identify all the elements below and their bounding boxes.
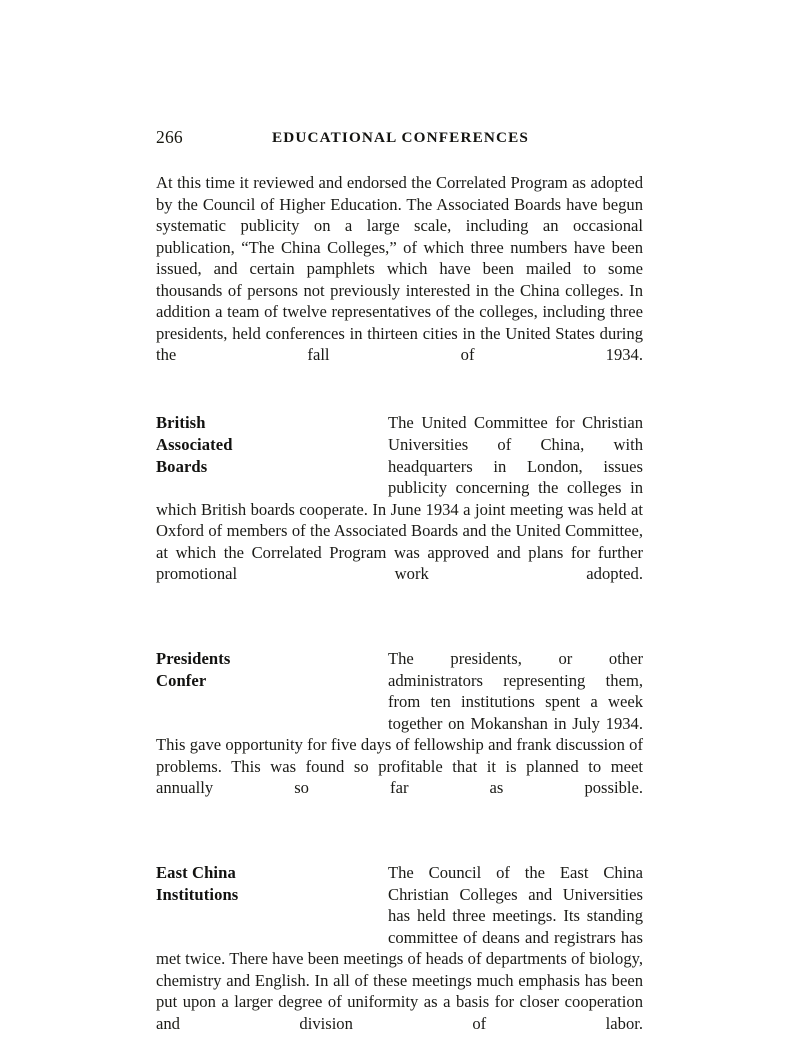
side-heading-line: East China: [156, 862, 236, 882]
side-heading: [156, 862, 272, 905]
running-title: EDUCATIONAL CONFERENCES: [272, 129, 529, 146]
text-block: [156, 172, 643, 1047]
side-heading-line: Boards: [156, 456, 208, 476]
side-heading: [156, 648, 272, 691]
section-body: The Council of the East China Christian Colleges and Universities has held three meetings. Its standing committee of deans and registrars has met twice. There have been meetings of heads of departments of biology, chemistry and English. In all of these meetings much emphasis has been put upon a larger degree of uniformity as a basis for closer cooperation and division of labor.: [156, 862, 643, 1033]
page-number: 266: [156, 127, 183, 147]
side-heading: [156, 412, 272, 477]
section-british-associated-boards: [156, 412, 643, 623]
side-heading-line: Confer: [156, 670, 207, 690]
section-east-china-institutions: [156, 862, 643, 1047]
side-heading-line: Presidents: [156, 648, 231, 668]
section-body: The United Committee for Christian Universities of China, with headquarters in London, issues publicity concerning the colleges in which British boards cooperate. In June 1934 a joint meeting was held at Oxford of members of the Associated Boards and the United Committee, at which the Correlated Program was approved and plans for further promotional work adopted.: [156, 413, 643, 584]
section-presidents-confer: [156, 648, 643, 837]
opening-paragraph: At this time it reviewed and endorsed the Correlated Program as adopted by the Council of Higher Education. The Associated Boards have begun systematic publicity on a large scale, including an occasional publication, “The China Colleges,” of which three numbers have been issued, and certain pamphlets which have been mailed to some thousands of persons not previously interested in the China colleges. In addition a team of twelve representatives of the colleges, including three presidents, held conferences in thirteen cities in the United States during the fall of 1934.: [156, 173, 643, 365]
side-heading-line: Associated: [156, 435, 233, 455]
running-head: [156, 126, 643, 150]
heading-indent-spacer: [272, 412, 388, 498]
heading-indent-spacer: [272, 648, 388, 734]
side-heading-line: Institutions: [156, 884, 239, 904]
section-body: The presidents, or other administrators representing them, from ten institutions spent a week together on Mokanshan in July 1934. This gave opportunity for five days of fellowship and frank discussion of problems. This was found so profitable that it is planned to meet annually so far as possible.: [156, 648, 643, 798]
side-heading-line: British: [156, 413, 206, 433]
heading-indent-spacer: [272, 862, 388, 948]
